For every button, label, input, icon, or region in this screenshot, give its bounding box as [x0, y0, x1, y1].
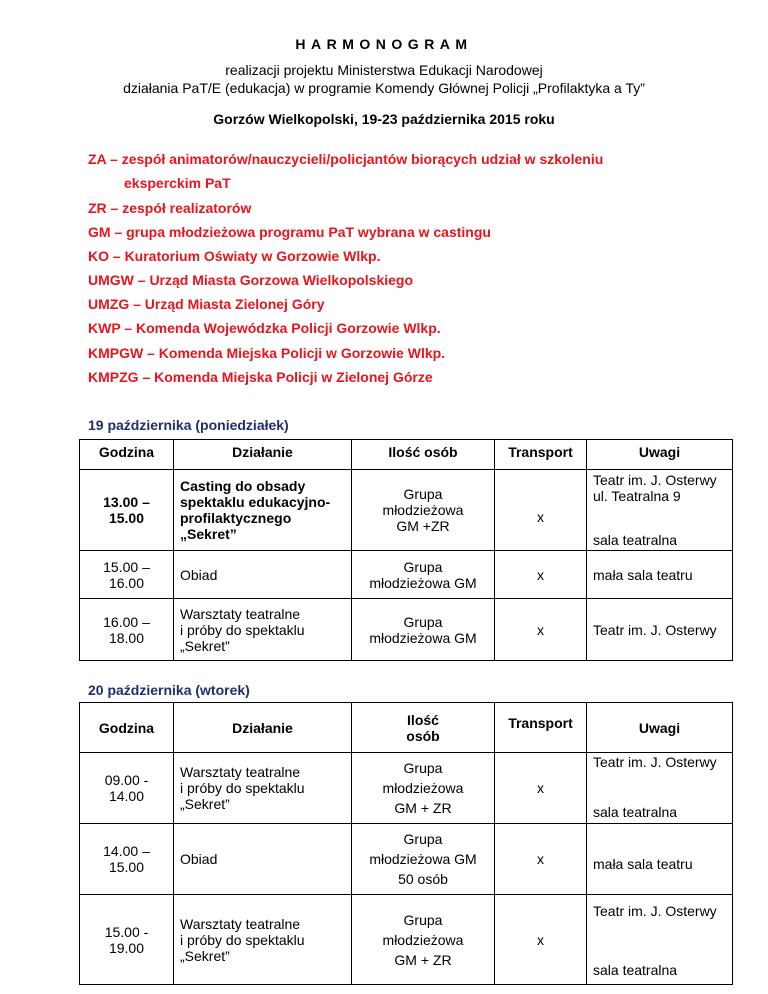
cell-line: sala teatralna: [593, 804, 678, 820]
cell-godzina: 14.00 – 15.00: [80, 824, 174, 895]
legend-ko: KO – Kuratorium Oświaty w Gorzowie Wlkp.: [88, 248, 381, 264]
cell-line: młodzieżowa: [382, 780, 464, 796]
table-row: [80, 599, 733, 661]
cell-line: młodzieżowa: [382, 931, 464, 948]
cell-line: Obiad: [180, 566, 218, 583]
legend-kmpgw: KMPGW – Komenda Miejska Policji w Gorzowie Wlkp.: [88, 345, 446, 361]
cell-line: Grupa: [403, 558, 443, 575]
day2-heading: 20 października (wtorek): [88, 682, 250, 698]
col-ilosc: [352, 703, 495, 753]
cell-uwagi: [587, 470, 733, 551]
table-row: [80, 824, 733, 895]
cell-ilosc: [352, 599, 495, 661]
cell-line: „Sekret”: [180, 947, 230, 964]
cell-ilosc: [352, 470, 495, 551]
col-uwagi: Uwagi: [587, 440, 733, 470]
cell-line: GM + ZR: [394, 951, 452, 968]
cell-line: „Sekret”: [180, 526, 237, 542]
legend-gm: GM – grupa młodzieżowa programu PaT wybrana w castingu: [88, 224, 491, 240]
cell-line: Grupa: [403, 911, 443, 928]
cell-uwagi: [587, 753, 733, 824]
col-transport: Transport: [495, 440, 587, 470]
cell-line: profilaktycznego: [180, 510, 292, 526]
cell-line: Ilość: [407, 711, 439, 728]
cell-line: ul. Teatralna 9: [593, 488, 681, 504]
cell-line: Grupa: [403, 613, 443, 630]
cell-line: Warsztaty teatralne: [180, 764, 301, 780]
cell-godzina: 09.00 - 14.00: [80, 753, 174, 824]
cell-line: Teatr im. J. Osterwy: [593, 472, 717, 488]
col-dzialanie: Działanie: [174, 703, 352, 753]
cell-line: Teatr im. J. Osterwy: [593, 903, 717, 919]
cell-line: GM + ZR: [394, 800, 452, 816]
cell-godzina: 16.00 – 18.00: [80, 599, 174, 661]
cell-godzina: 15.00 - 19.00: [80, 895, 174, 985]
cell-line: Grupa: [403, 831, 443, 847]
cell-transport: x: [495, 599, 587, 661]
cell-line: Grupa: [403, 760, 443, 776]
col-transport: Transport: [495, 703, 587, 753]
cell-ilosc: [352, 551, 495, 599]
cell-line: młodzieżowa GM: [369, 629, 477, 646]
cell-dzialanie: [174, 824, 352, 895]
cell-dzialanie: [174, 470, 352, 551]
legend-umzg: UMZG – Urząd Miasta Zielonej Góry: [88, 296, 325, 312]
cell-dzialanie: [174, 895, 352, 985]
table-row: [80, 470, 733, 551]
cell-transport: x: [495, 824, 587, 895]
col-godzina: Godzina: [80, 440, 174, 470]
cell-dzialanie: [174, 753, 352, 824]
cell-line: Obiad: [180, 851, 218, 867]
cell-dzialanie: [174, 599, 352, 661]
cell-line: i próby do spektaklu: [180, 780, 305, 796]
cell-dzialanie: [174, 551, 352, 599]
table-row: [80, 753, 733, 824]
legend-kmpzg: KMPZG – Komenda Miejska Policji w Zielonej Górze: [88, 369, 433, 385]
cell-ilosc: [352, 895, 495, 985]
cell-transport: x: [495, 470, 587, 551]
cell-uwagi: mała sala teatru: [587, 551, 733, 599]
col-ilosc: Ilość osób: [352, 440, 495, 470]
cell-line: „Sekret”: [180, 796, 230, 812]
legend-kwp: KWP – Komenda Wojewódzka Policji Gorzowie Wlkp.: [88, 320, 441, 336]
col-godzina: Godzina: [80, 703, 174, 753]
table-header-row: [80, 703, 733, 753]
cell-ilosc: [352, 753, 495, 824]
cell-line: „Sekret”: [180, 637, 230, 654]
cell-uwagi: mała sala teatru: [587, 824, 733, 895]
cell-line: i próby do spektaklu: [180, 931, 305, 948]
cell-transport: x: [495, 551, 587, 599]
document-title: HARMONOGRAM: [295, 36, 473, 52]
cell-godzina: 15.00 – 16.00: [80, 551, 174, 599]
cell-transport: x: [495, 753, 587, 824]
table-row: [80, 895, 733, 985]
table-row: [80, 551, 733, 599]
cell-transport: x: [495, 895, 587, 985]
cell-line: młodzieżowa GM: [369, 851, 477, 867]
day2-schedule-table: [79, 702, 733, 985]
cell-line: spektaklu edukacyjno-: [180, 494, 331, 510]
legend-zr: ZR – zespół realizatorów: [88, 200, 252, 216]
cell-uwagi: Teatr im. J. Osterwy: [587, 599, 733, 661]
cell-godzina: 13.00 –15.00: [80, 470, 174, 551]
subtitle-line-2: działania PaT/E (edukacja) w programie Komendy Głównej Policji „Profilaktyka a Ty”: [123, 80, 645, 96]
cell-line: sala teatralna: [593, 532, 678, 548]
cell-uwagi: [587, 895, 733, 985]
cell-line: Teatr im. J. Osterwy: [593, 754, 717, 770]
day1-heading: 19 października (poniedziałek): [88, 417, 289, 433]
cell-line: młodzieżowa: [382, 502, 464, 518]
cell-ilosc: [352, 824, 495, 895]
cell-line: 50 osób: [398, 871, 448, 887]
legend-umgw: UMGW – Urząd Miasta Gorzowa Wielkopolskiego: [88, 272, 414, 288]
cell-line: Warsztaty teatralne: [180, 915, 301, 932]
cell-line: osób: [406, 727, 440, 744]
cell-line: Grupa: [403, 486, 443, 502]
place-date: Gorzów Wielkopolski, 19-23 października 2015 roku: [213, 111, 555, 127]
day1-schedule-table: [79, 439, 733, 661]
legend-za: ZA – zespół animatorów/nauczycieli/policjantów biorących udział w szkoleniu: [88, 151, 604, 167]
col-uwagi: Uwagi: [587, 703, 733, 753]
subtitle-line-1: realizacji projektu Ministerstwa Edukacji Narodowej: [225, 62, 543, 78]
cell-line: GM +ZR: [396, 518, 450, 534]
cell-line: sala teatralna: [593, 962, 678, 978]
table-header-row: [80, 440, 733, 470]
cell-line: Warsztaty teatralne: [180, 605, 301, 622]
legend-za-cont: eksperckim PaT: [124, 175, 231, 191]
col-dzialanie: Działanie: [174, 440, 352, 470]
cell-line: młodzieżowa GM: [369, 574, 477, 591]
cell-line: Casting do obsady: [180, 478, 306, 494]
cell-line: i próby do spektaklu: [180, 621, 305, 638]
